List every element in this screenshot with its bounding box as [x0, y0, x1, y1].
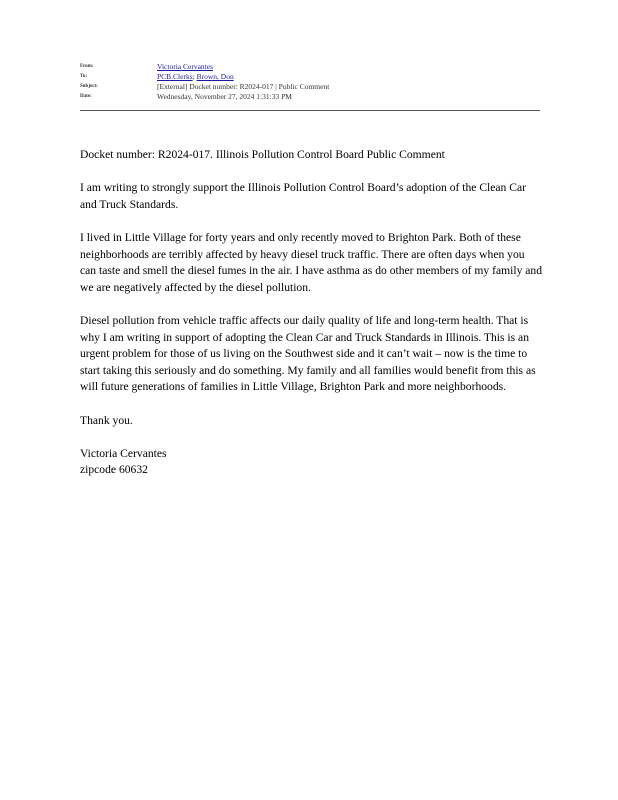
email-header: [80, 62, 540, 102]
date-row: [80, 92, 540, 102]
from-link[interactable]: Victoria Cervantes: [157, 62, 213, 71]
to-link-clerks[interactable]: PCB.Clerks: [157, 72, 193, 81]
to-value: [157, 72, 234, 82]
from-row: [80, 62, 540, 72]
signature-zipcode: zipcode 60632: [80, 463, 148, 477]
date-label: Date:: [80, 94, 92, 99]
to-separator: ;: [192, 72, 197, 81]
email-body: [80, 147, 542, 479]
subject-label: Subject:: [80, 84, 98, 89]
subject-row: [80, 82, 540, 92]
date-value: Wednesday, November 27, 2024 1:31:33 PM: [157, 92, 292, 101]
closing-thanks: Thank you.: [80, 413, 133, 427]
signature-name: Victoria Cervantes: [80, 446, 167, 460]
paragraph-support: I am writing to strongly support the Illinois Pollution Control Board’s adoption of the Clean Car and Truck Standards.: [80, 181, 526, 211]
paragraph-health: Diesel pollution from vehicle traffic affects our daily quality of life and long-term health. That is why I am writing in support of adopting the Clean Car and Truck Standards in Illinois. This is an urgent problem for those of us living on the Southwest side and it can’t wait – now is the time to start taking this seriously and do something. My family and all families would benefit from this as will future generations of families in Little Village, Brighton Park and more neighborhoods.: [80, 313, 536, 394]
header-divider: [80, 110, 540, 111]
paragraph-neighborhoods: I lived in Little Village for forty years and only recently moved to Brighton Park. Both of these neighborhoods are terribly affected by heavy diesel truck traffic. There are often days when you can taste and smell the diesel fumes in the air. I have asthma as do other members of my family and we are negatively affected by the diesel pollution.: [80, 230, 543, 294]
subject-value: [External] Docket number: R2024-017 | Public Comment: [157, 82, 330, 91]
to-row: [80, 72, 540, 82]
docket-line: Docket number: R2024-017. Illinois Pollution Control Board Public Comment: [80, 148, 445, 161]
to-link-brown[interactable]: Brown, Don: [196, 72, 234, 81]
to-label: To:: [80, 74, 88, 79]
from-label: From:: [80, 64, 94, 69]
